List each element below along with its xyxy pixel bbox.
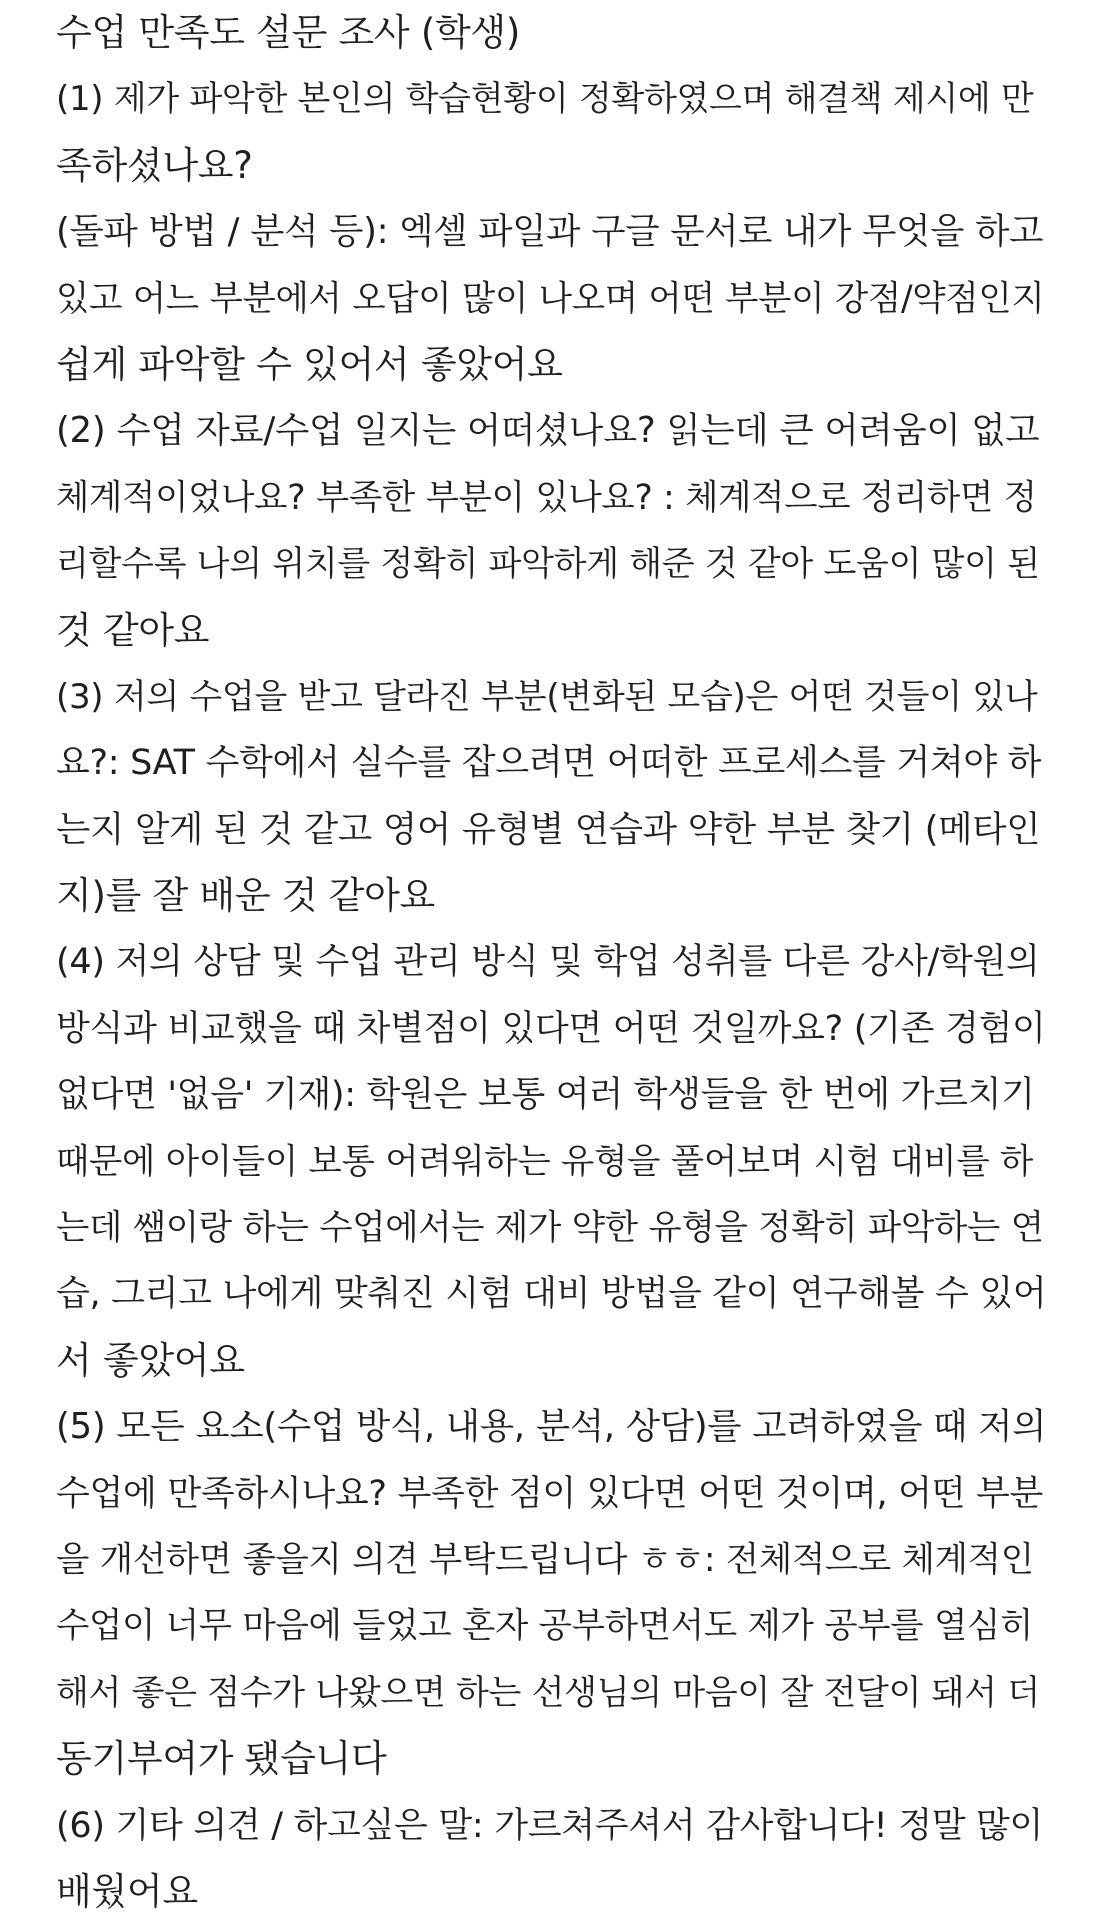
answer-2-line: 것 같아요: [56, 608, 210, 652]
question-4-line: 방식과 비교했을 때 차별점이 있다면 어떤 것일까요? (기존 경험이: [56, 1008, 1046, 1049]
answer-4-line: 서 좋았어요: [56, 1338, 245, 1382]
answer-5-line: 수업이 너무 마음에 들었고 혼자 공부하면서도 제가 공부를 열심히: [56, 1606, 1034, 1647]
answer-4-line: 는데 쌤이랑 하는 수업에서는 제가 약한 유형을 정확히 파악하는 연: [56, 1208, 1044, 1249]
answer-5-line: 동기부여가 됐습니다: [56, 1737, 387, 1781]
answer-4-line: 때문에 아이들이 보통 어려워하는 유형을 풀어보며 시험 대비를 하: [56, 1141, 1034, 1182]
question-3-line: (3) 저의 수업을 받고 달라진 부분(변화된 모습)은 어떤 것들이 있나: [56, 676, 1038, 717]
answer-3-line: 는지 알게 된 것 같고 영어 유형별 연습과 약한 부분 찾기 (메타인: [56, 808, 1041, 850]
answer-1-line: 쉽게 파악할 수 있어서 좋았어요: [56, 342, 563, 386]
question-4-line: (4) 저의 상담 및 수업 관리 방식 및 학업 성취를 다른 강사/학원의: [56, 942, 1040, 983]
answer-3-line: 지)를 잘 배운 것 같아요: [56, 874, 435, 918]
answer-2-line: 리할수록 나의 위치를 정확히 파악하게 해준 것 같아 도움이 많이 된: [56, 544, 1040, 585]
question-1-line: 족하셨나요?: [56, 143, 253, 187]
answer-6-line: 배웠어요: [56, 1869, 198, 1913]
answer-1-line: (돌파 방법 / 분석 등): 엑셀 파일과 구글 문서로 내가 무엇을 하고: [56, 211, 1044, 253]
question-5-line: 수업에 만족하시나요? 부족한 점이 있다면 어떤 것이며, 어떤 부분: [56, 1473, 1043, 1514]
answer-3-line: 요?: SAT 수학에서 실수를 잡으려면 어떠한 프로세스를 거쳐야 하: [56, 743, 1042, 784]
survey-title: 수업 만족도 설문 조사 (학생): [56, 11, 520, 54]
answer-5-line: 을 개선하면 좋을지 의견 부탁드립니다 ㅎㅎ: 전체적으로 체계적인: [56, 1539, 1034, 1580]
question-6-line: (6) 기타 의견 / 하고싶은 말: 가르쳐주셔서 감사합니다! 정말 많이: [56, 1805, 1044, 1846]
answer-5-line: 해서 좋은 점수가 나왔으면 하는 선생님의 마음이 잘 전달이 돼서 더: [56, 1672, 1040, 1713]
survey-document: [56, 0, 1046, 1925]
answer-4-line: 습, 그리고 나에게 맞춰진 시험 대비 방법을 같이 연구해볼 수 있어: [56, 1274, 1047, 1315]
answer-4-line: 없다면 '없음' 기재): 학원은 보통 여러 학생들을 한 번에 가르치기: [56, 1075, 1035, 1116]
question-2-line: (2) 수업 자료/수업 일지는 어떠셨나요? 읽는데 큰 어려움이 없고: [56, 410, 1040, 452]
question-1-line: (1) 제가 파악한 본인의 학습현황이 정확하였으며 해결책 제시에 만: [56, 79, 1034, 120]
question-2-line: 체계적이었나요? 부족한 부분이 있나요? : 체계적으로 정리하면 정: [56, 477, 1037, 518]
answer-1-line: 있고 어느 부분에서 오답이 많이 나오며 어떤 부분이 강점/약점인지: [56, 278, 1045, 319]
question-5-line: (5) 모든 요소(수업 방식, 내용, 분석, 상담)를 고려하였을 때 저의: [56, 1406, 1047, 1448]
